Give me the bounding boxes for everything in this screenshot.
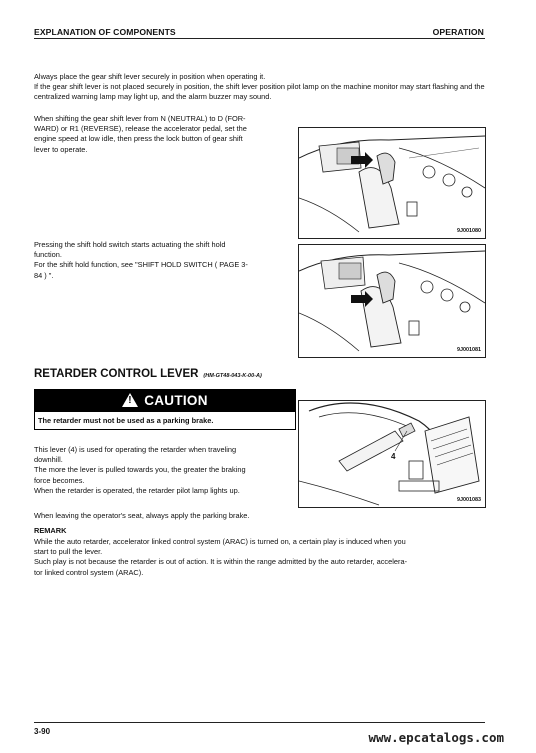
caution-banner [34, 389, 296, 411]
retarder-usage-paragraph: This lever (4) is used for operating the retarder when traveling downhill. The more the lever is pulled towards you, the greater the braking force becomes. When the retarder is operated, the retarder pilot lamp lights up. [34, 445, 246, 495]
watermark: www.epcatalogs.com [368, 730, 504, 745]
intro-paragraph: Always place the gear shift lever securely in position when operating it. If the gear shift lever is not placed securely in position, the shift lever position pilot lamp on the machine monitor may start flashing and the centralized warning lamp may light up, and the alarm buzzer may sound. [34, 72, 485, 102]
callout-4: 4 [391, 452, 396, 461]
parking-brake-paragraph: When leaving the operator's seat, always apply the parking brake. [34, 511, 250, 520]
header-right: OPERATION [432, 27, 484, 37]
section-title: RETARDER CONTROL LEVER [34, 368, 199, 380]
page-number: 3-90 [34, 727, 51, 736]
figure-retarder-lever [298, 400, 486, 508]
retarder-lever-illustration [299, 401, 485, 507]
gear-lever-illustration [299, 128, 485, 238]
section-code: (HM-GT48-043-K-00-A) [203, 373, 262, 379]
section-heading [34, 368, 262, 380]
figure-id: 9J001081 [457, 347, 481, 353]
shift-hold-illustration [299, 245, 485, 357]
header-rule [34, 38, 485, 39]
shift-instructions-paragraph: When shifting the gear shift lever from N (NEUTRAL) to D (FOR- WARD) or R1 (REVERSE), release the accelerator pedal, set the engine speed at low idle, then press the lock button of gear shift lever to operate. [34, 114, 247, 154]
remark-paragraph: While the auto retarder, accelerator linked control system (ARAC) is turned on, a certain play is induced when you start to pull the lever. Such play is not because the retarder is out of action. It is within the range admitted by the auto retarder, accelera- tor linked control system (ARAC). [34, 537, 408, 577]
remark-label: REMARK [34, 526, 67, 535]
caution-label: CAUTION [144, 392, 208, 408]
footer-rule [34, 722, 485, 723]
figure-gear-shift-lever [298, 127, 486, 239]
caution-text: The retarder must not be used as a parking brake. [34, 411, 296, 430]
figure-id: 9J001083 [457, 497, 481, 503]
figure-id: 9J001080 [457, 228, 481, 234]
header-left: EXPLANATION OF COMPONENTS [34, 27, 176, 37]
figure-shift-hold-switch [298, 244, 486, 358]
warning-triangle-icon [122, 393, 138, 407]
shift-hold-paragraph: Pressing the shift hold switch starts actuating the shift hold function. For the shift hold function, see "SHIFT HOLD SWITCH ( PAGE 3- 84 ) ". [34, 240, 248, 280]
